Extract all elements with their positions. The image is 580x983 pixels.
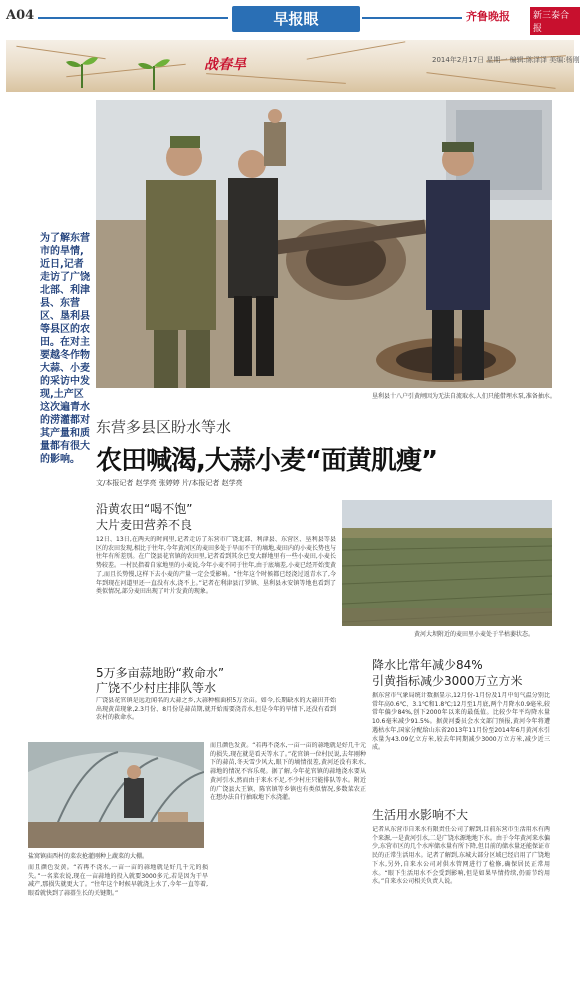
subheading: 大片麦田营养不良 xyxy=(96,518,193,532)
subheading: 5万多亩蒜地盼“救命水” xyxy=(96,666,225,680)
subheading: 广饶不少村庄排队等水 xyxy=(96,681,217,695)
photo-caption: 垦利县十八户引黄闸因为无法自流取水,人们只能借埋水泵,准备抽水。 xyxy=(372,393,556,400)
photo-caption: 盐窝镇庙西村的菜农抢灌刚种上蔬菜的大棚。 xyxy=(28,853,149,860)
article-paragraph: 而且颜色发黄。“若再不浇水,一亩一亩的蒜地就是好几千元的损失。”一名菜农说,现在一亩蒜地的投入就要3000多元,若是因为干旱减产,那损失就更大了。“往年这个时候早就浇上水了,今年一直等着,眼看就快到了蒜薹生长的关键期。” xyxy=(28,864,208,898)
photo-caption: 黄河大坝附近的麦田里小麦处于半枯萎状态。 xyxy=(414,631,535,638)
newspaper-brand: 齐鲁晚报 xyxy=(466,10,510,23)
article-paragraph: 记者从东营市自来水有限责任公司了解到,目前东营市生活用水有两个来源,一是黄河引水,二是广饶水源地地下水。由于今年黄河来水偏少,东营市区的几个水库储水量有所下降,但目前的储水量还能保证市民的正常生活用水。记者了解到,东城大部分区域已经启用了广饶地下水,另外,自来水公司对供水管网进行了检修,确保居民正常用水。“眼下生活用水不会受到影响,但是如果旱情持续,仍需节约用水。”自来水公司相关负责人说。 xyxy=(372,826,550,886)
subheading: 生活用水影响不大 xyxy=(372,808,469,822)
section-title: 早报眼 xyxy=(232,6,360,32)
banner-title: 战春旱 xyxy=(204,57,246,73)
subheading: 引黄指标减少3000万立方米 xyxy=(372,674,523,688)
page-meta: 2014年2月17日 星期一 编辑:陈泽泽 美编:杨刚 xyxy=(432,56,580,64)
article-paragraph: 12日、13日,在两天的时间里,记者走访了东营市广饶北部、利津县、东营区、垦利县等县区的农田发现,相比于往年,今年黄河区的麦田多处于旱而不干的墒地,麦田内的小麦长势也与往年有所差别。在广饶县花官镇的农田里,记者看到其余已变大群地里有一些小麦田,小麦长势较差。一村民指着自家地里的小麦说,今年小麦不同于往年,由于底墒差,小麦已经开始变黄了,而且长势慢,这样下去小麦的产量一定会受影响。“往年这个时候都已经浇过返青水了,今年到现在河道里还一直没有水,浇不上。”记者在利津县汀罗镇、垦利县永安镇等地也看到了类似情况,部分麦田出现了叶片发黄的现象。 xyxy=(96,536,336,596)
article-paragraph: 据东营市气象局统计数据显示,12月份-1月份及1月中旬气温分别比常年高0.6℃、3.1℃和1.8℃;12月至1月底,两个月降水0.9毫米,较常年偏少84%,创下2000年以来的最低值。比较少年平均降水量10.6毫米减少91.5%。据黄河委员会水文部门预报,黄河今年将遭遇枯水年,国家分配给山东省2013年11月份至2014年6月黄河水引水量为43.09亿立方米,较去年同期减少3000万立方米,减少近三成。 xyxy=(372,692,550,752)
header-rule-right xyxy=(362,17,462,19)
sprout-icon xyxy=(136,50,172,90)
greenhouse-photo xyxy=(28,742,204,848)
sprout-icon xyxy=(64,48,100,88)
article-byline: 文/本报记者 赵学亮 张婷婷 片/本报记者 赵学亮 xyxy=(96,479,243,487)
subheading: 沿黄农田“喝不饱” xyxy=(96,502,193,516)
wheat-field-photo xyxy=(342,500,552,626)
intro-text: 为了解东营市的旱情,近日,记者走访了广饶北部、利津县、东营区、垦利县等县区的农田。在对主要越冬作物大蒜、小麦的采访中发现,土产区这次遍青水的涝灌都对其产量和质量都有很大的影响。 xyxy=(40,233,90,465)
brand-tag: 新三泰合报 xyxy=(530,7,580,35)
header-rule-left xyxy=(38,17,228,19)
subheading: 降水比常年减少84% xyxy=(372,658,483,672)
article-headline: 农田喊渴,大蒜小麦“面黄肌瘦” xyxy=(96,446,438,476)
page-number: A04 xyxy=(6,8,35,23)
article-paragraph: 广饶县花官镇是远近闻名的大蒜之乡,大蒜种植面积5万余亩。如今,长期缺水的大蒜田开始出现黄苗现象,2.3月份、8月份是蒜苗期,就开始需要浇青水,但是今年的旱情下,还没有看到农村的救命水。 xyxy=(96,697,336,722)
drought-banner xyxy=(6,40,574,92)
article-paragraph: 而且颜色发黄。“若再不浇水,一亩一亩的蒜地就是好几千元的损失,现在就是看天等水了。”花官镇一位村民说,去年刚种下的蒜苗,冬天雪少风大,眼下的墒情很差,黄河还没有来水,蒜地的情况不容乐观。据了解,今年花官镇的蒜地浇水要从黄河引水,然而由于来水不足,不少村庄只能排队等水。附近的广饶县大王镇、陈官镇等乡镇也有类似情况,多数菜农正在想办法自行抽取地下水浇灌。 xyxy=(210,742,366,802)
workers-pipe-photo xyxy=(96,100,552,388)
article-kicker: 东营多县区盼水等水 xyxy=(96,418,232,436)
